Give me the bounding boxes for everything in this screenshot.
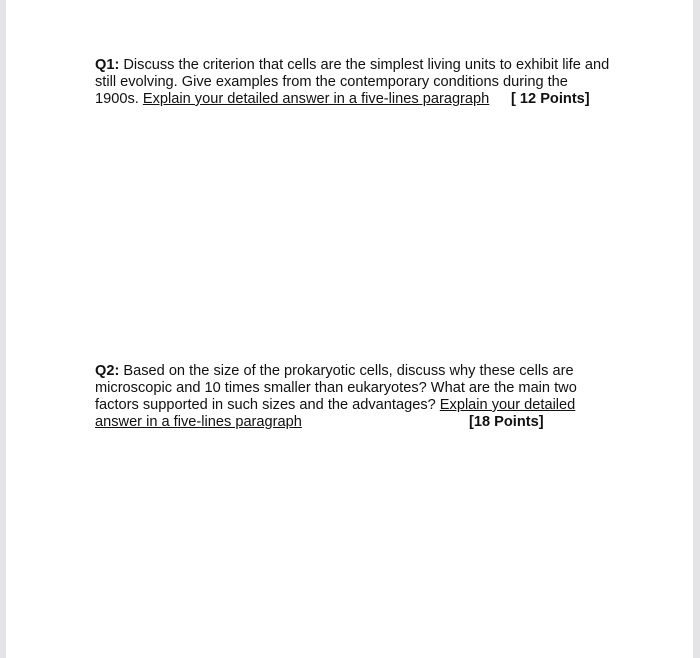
question-2-label: Q2: [95, 363, 120, 379]
question-1-text-1: Discuss the criterion that cells are the simplest living units to exhibit life and [119, 57, 610, 73]
question-2-instruction-part-1: Explain your detailed [439, 397, 576, 413]
document-page [6, 0, 693, 658]
question-1-line-1 [95, 57, 610, 74]
question-1-instruction: Explain your detailed answer in a five-lines paragraph [142, 91, 490, 107]
question-2-points: [18 Points] [469, 414, 544, 430]
question-2-line-2: microscopic and 10 times smaller than eukaryotes? What are the main two [95, 380, 577, 396]
question-2 [95, 363, 577, 431]
question-2-text-1: Based on the size of the prokaryotic cells, discuss why these cells are [119, 363, 574, 379]
question-2-line-1 [95, 363, 574, 380]
question-1-text-3: 1900s. [95, 91, 143, 107]
question-1-label: Q1: [95, 57, 120, 73]
question-2-text-3: factors supported in such sizes and the advantages? [95, 397, 440, 413]
question-1 [95, 57, 610, 108]
question-1-line-3 [95, 91, 605, 108]
question-1-line-2: still evolving. Give examples from the contemporary conditions during the [95, 74, 568, 90]
question-2-instruction-part-2: answer in a five-lines paragraph [95, 414, 302, 430]
question-1-points: [ 12 Points] [511, 91, 590, 107]
question-2-line-4 [95, 414, 565, 431]
question-2-line-3 [95, 397, 576, 414]
